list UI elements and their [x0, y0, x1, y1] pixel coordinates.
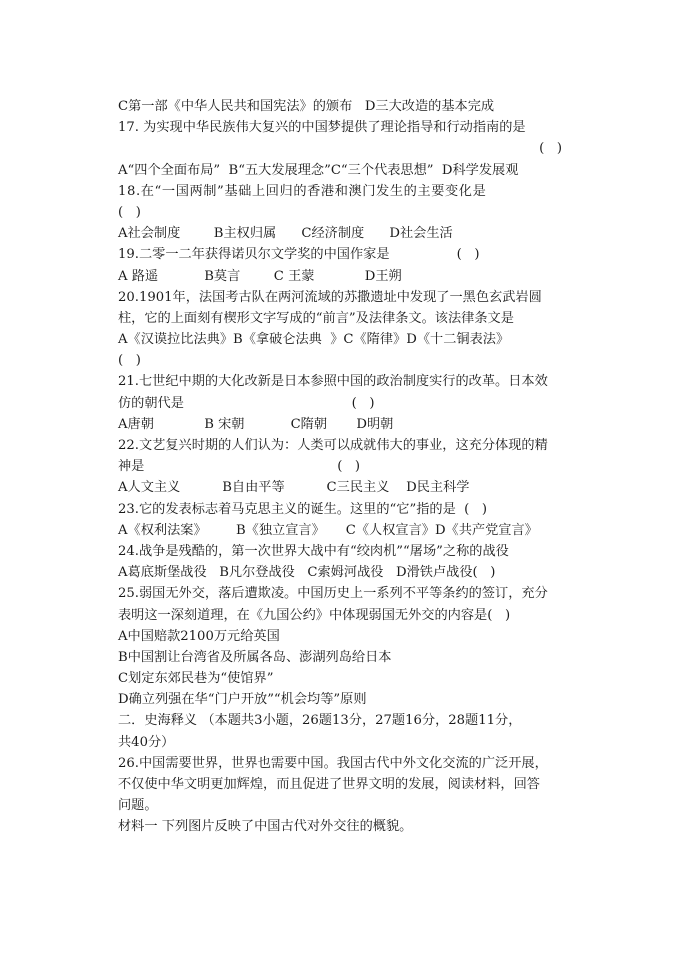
q19-stem: 19.二零一二年获得诺贝尔文学奖的中国作家是 ( ): [118, 247, 480, 263]
q18-options: A社会制度 B主权归属 C经济制度 D社会生活: [118, 226, 453, 242]
q20-stem-line1: 20.1901年，法国考古队在两河流域的苏撒遗址中发现了一黑色玄武岩圆: [118, 289, 542, 305]
section-two-heading-cont: 共40分）: [118, 734, 175, 750]
document-page: [118, 96, 568, 838]
q26-stem-line2: 不仅使中华文明更加辉煌，而且促进了世界文明的发展，阅读材料，回答: [118, 777, 540, 792]
q18-answer-blank: ( ): [118, 204, 141, 220]
q19-options: A 路遥 B莫言 C 王蒙 D王朔: [118, 268, 402, 284]
q23-stem: 23.它的发表标志着马克思主义的诞生。这里的“它”指的是 ( ): [118, 501, 488, 517]
q17-answer-blank: ( ): [539, 141, 562, 157]
q22-stem-line2: 神是 ( ): [118, 459, 361, 475]
q22-stem-line1: 22.文艺复兴时期的人们认为：人类可以成就伟大的事业，这充分体现的精: [118, 438, 548, 453]
q22-options: A人文主义 B自由平等 C三民主义 D民主科学: [118, 480, 470, 496]
q24-options: A葛底斯堡战役 B凡尔登战役 C索姆河战役 D滑铁卢战役( ): [118, 565, 496, 581]
q24-stem: 24.战争是残酷的，第一次世界大战中有“绞肉机”“屠场”之称的战役: [118, 543, 509, 559]
q25-option-a: A中国赔款2100万元给英国: [118, 628, 280, 644]
q17-options: A“四个全面布局” B“五大发展理念”C“三个代表思想” D科学发展观: [118, 162, 519, 178]
q20-stem-line2: 柱，它的上面刻有楔形文字写成的“前言”及法律条文。该法律条文是: [118, 310, 514, 326]
q25-option-b: B中国割让台湾省及所属各岛、澎湖列岛给日本: [118, 649, 392, 665]
material-one-intro: 材料一 下列图片反映了中国古代对外交往的概貌。: [118, 819, 413, 835]
section-two-heading: 二．史海释义 （本题共3小题，26题13分，27题16分，28题11分，: [118, 713, 522, 729]
q26-stem-line3: 问题。: [118, 798, 158, 814]
q21-options: A唐朝 B 宋朝 C隋朝 D明朝: [118, 416, 394, 432]
q18-stem: 18.在“一国两制”基础上回归的香港和澳门发生的主要变化是: [118, 183, 487, 199]
q25-stem-line1: 25.弱国无外交，落后遭欺凌。中国历史上一系列不平等条约的签订，充分: [118, 586, 548, 602]
q25-option-c: C划定东郊民巷为“使馆界”: [118, 671, 274, 687]
q16-options-cd: C第一部《中华人民共和国宪法》的颁布 D三大改造的基本完成: [118, 99, 495, 114]
q25-option-d: D确立列强在华“门户开放”“机会均等”原则: [118, 692, 367, 708]
q23-options: A《权利法案》 B《独立宣言》 C《人权宣言》D《共产党宣言》: [118, 522, 538, 538]
q20-answer-blank: ( ): [118, 353, 141, 369]
q20-options: A《汉谟拉比法典》B《拿破仑法典 》C《隋律》D《十二铜表法》: [118, 332, 510, 348]
q21-stem-line1: 21.七世纪中期的大化改新是日本参照中国的政治制度实行的改革。日本效: [118, 374, 548, 390]
q25-stem-line2: 表明这一深刻道理，在《九国公约》中体现弱国无外交的内容是( ): [118, 607, 511, 623]
q17-stem: 17. 为实现中华民族伟大复兴的中国梦提供了理论指导和行动指南的是: [118, 120, 526, 136]
q26-stem-line1: 26.中国需要世界，世界也需要中国。我国古代中外文化交流的广泛开展，: [118, 755, 548, 771]
q21-stem-line2: 仿的朝代是 ( ): [118, 395, 375, 411]
